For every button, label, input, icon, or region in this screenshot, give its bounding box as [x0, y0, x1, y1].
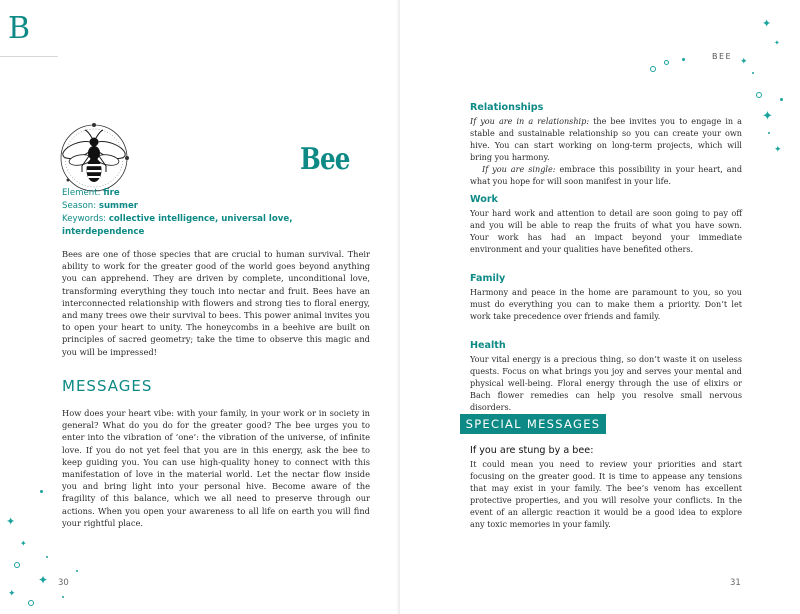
sparkle-star-icon: ✦: [8, 589, 16, 599]
sparkle-dot: [756, 92, 762, 98]
season-line: [62, 200, 372, 213]
keywords-label: Keywords:: [62, 214, 107, 224]
chapter-rule: [0, 56, 58, 57]
messages-heading: MESSAGES: [62, 377, 153, 395]
sparkle-dot: [14, 562, 20, 568]
sparkle-dot: [76, 570, 78, 572]
running-head: BEE: [712, 52, 733, 61]
sparkle-dot: [28, 600, 34, 606]
sparkle-dot: [752, 72, 754, 74]
sparkle-dot: [46, 556, 48, 558]
sparkle-dot: [664, 60, 669, 65]
sparkle-star-icon: ✦: [6, 515, 16, 528]
special-messages-banner: SPECIAL MESSAGES: [460, 414, 606, 434]
messages-paragraph: How does your heart vibe: with your family, in your work or in society in general? What do you do for the greater good? The bee urges you to enter into the vibration of ‘one’: the vibration of the universe, of infinite love. If you do not yet feel that you are in this energy, ask the bee to keep guiding you. You can use high-quality honey to connect with this manifestation of love in the material world. Let the nectar flow inside you and bring light into your personal hive. Become aware of the fragility of this balance, which we all need to preserve through our actions. When you open your awareness to all life on earth you will find your rightful place.: [62, 408, 370, 528]
relationships-in-lead: If you are in a relationship:: [470, 116, 590, 126]
health-heading: Health: [470, 340, 506, 351]
sparkle-star-icon: ✦: [762, 109, 773, 124]
sparkle-star-icon: ✦: [20, 539, 27, 548]
sparkle-dot: [768, 132, 770, 134]
relationships-section: [470, 102, 742, 188]
relationships-single-paragraph: [470, 163, 742, 187]
sparkle-dot: [682, 58, 685, 61]
right-page: [400, 0, 800, 614]
family-paragraph: Harmony and peace in the home are paramount to you, so you must do everything you can to make them a priority. Don’t let work take precedence over friends and family.: [470, 287, 742, 322]
page-number-right: 31: [730, 578, 741, 588]
health-section: [470, 340, 742, 413]
relationships-single-lead: If you are single:: [482, 164, 556, 175]
element-value: fire: [103, 188, 120, 198]
season-value: summer: [98, 201, 139, 211]
stung-heading: If you are stung by a bee:: [470, 445, 594, 456]
sparkle-star-icon: ✦: [740, 57, 748, 67]
sparkle-star-icon: ✦: [774, 145, 782, 155]
element-line: [62, 187, 372, 200]
element-label: Element:: [62, 188, 101, 198]
chapter-letter: B: [8, 11, 31, 46]
family-section: [470, 273, 742, 322]
entry-meta: [62, 187, 372, 239]
sparkle-dot: [62, 596, 64, 598]
relationships-heading: Relationships: [470, 102, 544, 113]
keywords-value: collective intelligence, universal love, interdependence: [62, 214, 293, 237]
work-paragraph: Your hard work and attention to detail are soon going to pay off and you will be able to reap the fruits of what you have sown. Your work has had an impact beyond your immediate environment and your qualities have benefited others.: [470, 208, 742, 255]
sparkle-star-icon: ✦: [774, 39, 780, 47]
relationships-single-text: embrace this possibility in your heart, and what you hope for will soon manifest in your life.: [470, 164, 743, 187]
family-heading: Family: [470, 273, 506, 284]
page-number-left: 30: [58, 578, 69, 588]
work-section: [470, 194, 742, 255]
health-paragraph: Your vital energy is a precious thing, so don’t waste it on useless quests. Focus on what brings you joy and serves your mental and physical well-being. Floral energy through the use of elixirs or Bach flower remedies can help you resolve small nervous disorders.: [470, 354, 742, 413]
work-heading: Work: [470, 194, 498, 205]
sparkle-dot: [40, 490, 43, 493]
sparkle-star-icon: ✦: [762, 17, 772, 30]
sparkle-dot: [650, 66, 656, 72]
relationships-in-paragraph: [470, 115, 742, 163]
sparkle-star-icon: ✦: [38, 573, 49, 587]
stung-section: [470, 445, 742, 531]
bee-illustration-icon: [58, 122, 130, 194]
season-label: Season:: [62, 201, 97, 211]
relationships-in-text: the bee invites you to engage in a stable and sustainable relationship so you can create your own hive. You can start working on long-term projects, which will bring you harmony.: [470, 116, 742, 163]
entry-title: Bee: [300, 142, 350, 177]
intro-paragraph: Bees are one of those species that are crucial to human survival. Their ability to work for the greater good of the world goes beyond anything you can apprehend. They are driven by complete, unconditional love, transforming everything they touch into nectar and fruit. Bees have an interconnected relationship with flowers and strong ties to floral energy, and many trees owe their survival to bees. This power animal invites you to open your heart to unity. The honeycombs in a beehive are built on principles of sacred geometry; take the time to observe this magic and you will be impressed!: [62, 249, 370, 357]
sparkle-dot: [780, 98, 783, 101]
stung-paragraph: It could mean you need to review your priorities and start focusing on the greater good. It is time to appease any tensions that may exist in your family. The bee’s venom has excellent protective properties, and you will resolve your conflicts. In the event of an allergic reaction it would be a good idea to explore any toxic memories in your family.: [470, 459, 742, 530]
keywords-line: [62, 213, 372, 239]
